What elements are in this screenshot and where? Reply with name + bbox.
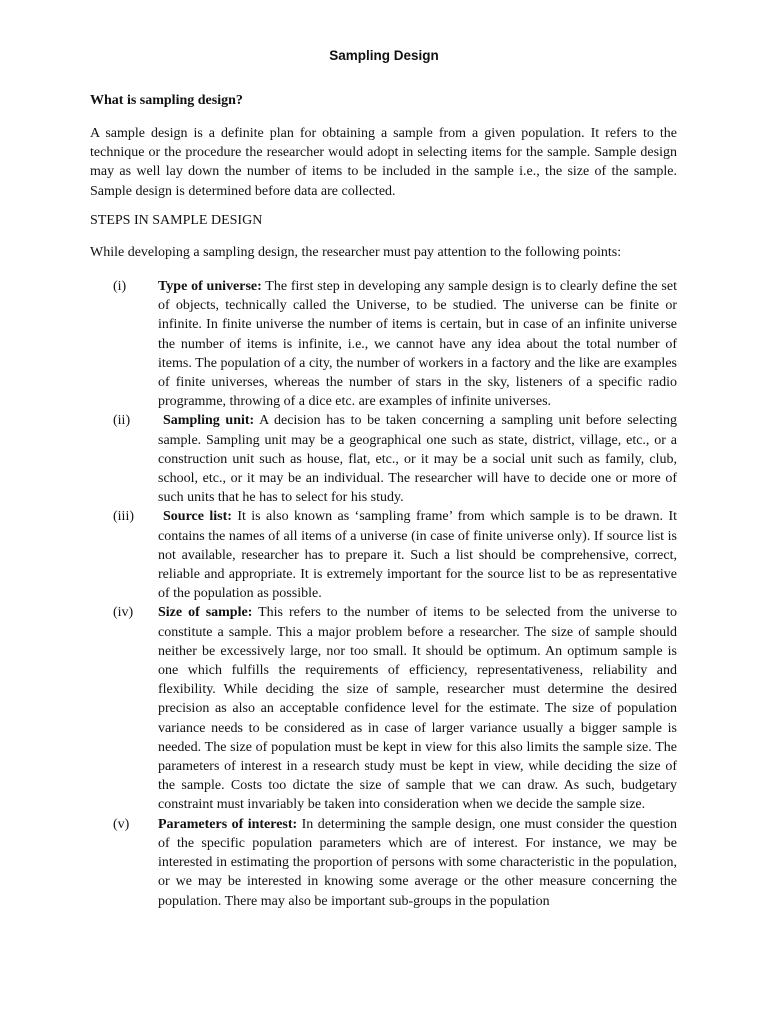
item-term: Type of universe: (158, 279, 262, 294)
item-body (158, 603, 677, 814)
item-body (158, 277, 677, 411)
item-term: Sampling unit: (163, 413, 255, 429)
item-term: Source list: (163, 509, 232, 525)
item-body (158, 815, 677, 911)
list-item (0, 603, 768, 814)
item-text: It is also known as ‘sampling frame’ from which sample is to be drawn. It contains the names of all items of a universe (in case of finite universe only). If source list is not available, researcher has to prepare it. Such a list should be comprehensive, correct, reliable and appropriate. It is extremely important for the source list to be as representative of the population as possible. (158, 509, 677, 602)
list-item (0, 815, 768, 911)
steps-heading: STEPS IN SAMPLE DESIGN (90, 213, 263, 228)
list-item (0, 277, 768, 411)
document-title: Sampling Design (329, 48, 439, 63)
item-body (158, 411, 677, 507)
item-body (158, 507, 677, 603)
item-numeral: (iii) (113, 509, 134, 525)
question-heading: What is sampling design? (90, 93, 243, 108)
item-text: The first step in developing any sample design is to clearly define the set of objects, technically called the Universe, to be studied. The universe can be finite or infinite. In finite universe the number of items is certain, but in case of an infinite universe the number of items is infinite, i.e., we cannot have any idea about the total number of items. The population of a city, the number of workers in a factory and the like are examples of finite universes, whereas the number of stars in the sky, listeners of a specific radio programme, throwing of a dice etc. are examples of infinite universes. (158, 279, 677, 410)
item-term: Size of sample: (158, 605, 253, 621)
list-item (0, 507, 768, 603)
list-item (0, 411, 768, 507)
lead-sentence: While developing a sampling design, the researcher must pay attention to the following points: (90, 245, 622, 260)
steps-list (0, 277, 768, 911)
intro-paragraph: A sample design is a definite plan for obtaining a sample from a given population. It refers to the technique or the procedure the researcher would adopt in selecting items for the sample. Sample design may as well lay down the number of items to be included in the sample i.e., the size of the sample. Sample design is determined before data are collected. (90, 126, 677, 199)
item-term: Parameters of interest: (158, 816, 298, 832)
item-numeral: (ii) (113, 413, 131, 429)
item-text: A decision has to be taken concerning a sampling unit before selecting sample. Sampling unit may be a geographical one such as state, district, village, etc., or a construction unit such as house, flat, etc., or it may be a social unit such as family, club, school, etc., or it may be an individual. The researcher will have to decide one or more of such units that he has to select for his study. (158, 413, 677, 506)
item-text: In determining the sample design, one must consider the question of the specific population parameters which are of interest. For instance, we may be interested in estimating the proportion of persons with some characteristic in the population, or we may be interested in knowing some average or the other measure concerning the population. There may also be important sub-groups in the population (158, 816, 677, 909)
item-text: This refers to the number of items to be selected from the universe to constitute a sample. This a major problem before a researcher. The size of sample should neither be excessively large, nor too small. It should be optimum. An optimum sample is one which fulfills the requirements of efficiency, representativeness, reliability and flexibility. While deciding the size of sample, researcher must determine the desired precision as also an acceptable confidence level for the estimate. The size of population variance needs to be considered as in case of larger variance usually a bigger sample is needed. The size of population must be kept in view for this also limits the sample size. The parameters of interest in a research study must be kept in view, while deciding the size of the sample. Costs too dictate the size of sample that we can draw. As such, budgetary constraint must invariably be taken into consideration when we decide the sample size. (158, 605, 677, 813)
item-numeral: (v) (113, 816, 130, 832)
item-numeral: (i) (113, 279, 127, 294)
item-numeral: (iv) (113, 605, 134, 621)
